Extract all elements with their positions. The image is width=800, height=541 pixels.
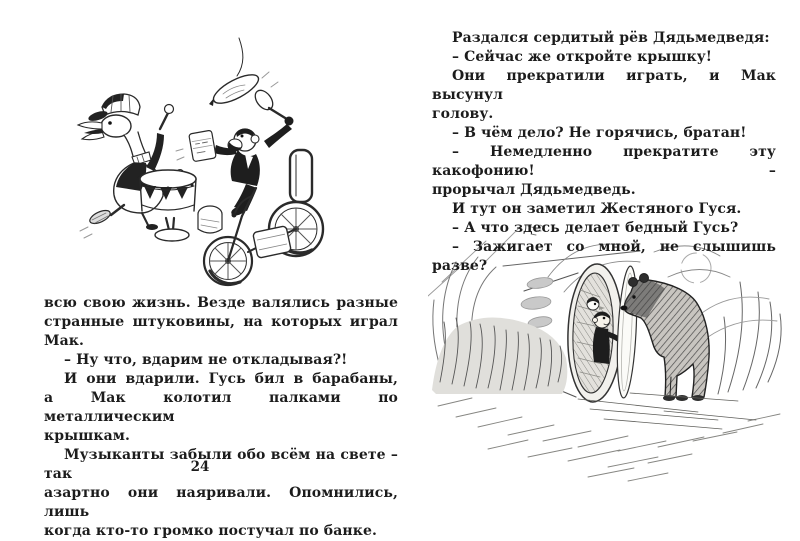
tin-can-icon [189,130,217,162]
right-page-text [432,29,776,276]
text-line: всю свою жизнь. Везде валялись разные [44,295,398,311]
text-line: прорычал Дядьмедведь. [432,182,636,198]
text-line: голову. [432,106,494,122]
text-line: а Мак колотил палками по металлическим [44,390,398,425]
monkey-head [228,129,259,152]
text-line: Музыканты забыли обо всём на свете – так [44,447,398,482]
text-line: азартно они наяривали. Опомнились, лишь [44,485,398,520]
text-line: И они вдарили. Гусь бил в барабаны, [64,371,398,387]
duck-drummer [78,94,184,238]
text-line: – В чём дело? Не горячись, братан! [452,125,747,141]
text-line: Раздался сердитый рёв Дядьмедведя: [452,30,770,46]
page-number: 24 [190,459,210,475]
cymbal-icon [209,69,262,108]
text-line: Они прекратили играть, и Мак высунул [432,68,776,103]
text-line: – Сейчас же откройте крышку! [452,49,713,65]
text-line: крышкам. [44,428,130,444]
text-line: И тут он заметил Жестяного Гуся. [452,201,742,217]
left-page-text [44,294,398,541]
text-line: – Ну что, вдарим не откладывая?! [64,352,348,368]
text-line: – Зажигает со мной, не слышишь разве? [432,239,776,274]
text-line: когда кто-то громко постучал по банке. [44,523,377,539]
text-line: – Немедленно прекратите эту какофонию! – [432,144,776,179]
duck-and-monkey-band-illustration [50,28,350,290]
text-line: – А что здесь делает бедный Гусь? [452,220,739,236]
left-page-illustration [50,28,350,290]
text-line: странные штуковины, на которых играл Мак. [44,314,398,349]
